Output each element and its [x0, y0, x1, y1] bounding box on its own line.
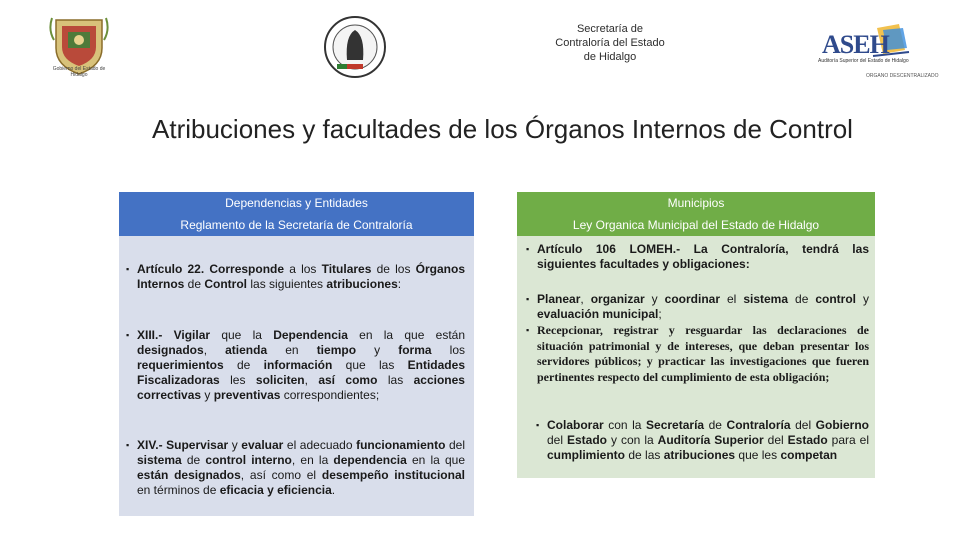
- secretaria-line-1: Secretaría de: [576, 23, 644, 35]
- text-run: de: [788, 292, 816, 306]
- text-run: con la: [603, 418, 647, 432]
- text-run: ,: [580, 292, 591, 306]
- bold-text-run: XIV.- Supervisar: [137, 438, 229, 452]
- bold-text-run: Contraloría: [726, 418, 791, 432]
- asei-brand-text: ASEH: [822, 30, 889, 59]
- bold-text-run: Colaborar: [547, 418, 604, 432]
- bold-text-run: desempeño institucional: [321, 468, 465, 482]
- bold-text-run: Gobierno: [815, 418, 870, 432]
- text-run: .: [331, 483, 336, 497]
- bold-text-run: dependencia: [333, 453, 407, 467]
- asei-tagline: ORGANO DESCENTRALIZADO: [866, 73, 939, 79]
- text-run: , en la: [291, 453, 334, 467]
- municipios-header-subtitle: Ley Organica Municipal del Estado de Hidalgo: [572, 218, 820, 232]
- bold-text-run: atribuciones: [326, 277, 398, 291]
- bold-text-run: cumplimiento: [547, 448, 626, 462]
- dependencias-header-title: Dependencias y Entidades: [225, 196, 368, 210]
- text-run: y con la: [607, 433, 658, 447]
- municipios-panel: [517, 192, 875, 478]
- congreso-seal-logo: [317, 14, 393, 80]
- bold-text-run: están designados: [137, 468, 241, 482]
- text-run: de: [704, 418, 727, 432]
- bold-text-run: requerimientos: [137, 358, 224, 372]
- bold-text-run: así como: [318, 373, 378, 387]
- bold-text-run: coordinar: [664, 292, 721, 306]
- bold-text-run: Auditoría Superior: [657, 433, 764, 447]
- text-run: en la que están: [347, 328, 465, 342]
- text-run: de las: [625, 448, 664, 462]
- hidalgo-logo-caption: Gobierno del Estado de Hidalgo: [52, 66, 106, 78]
- bold-text-run: control interno: [205, 453, 292, 467]
- bold-text-run: atienda: [225, 343, 268, 357]
- secretaria-logo-text: [548, 22, 672, 64]
- dependencias-header-subtitle: Reglamento de la Secretaría de Contraloría: [180, 218, 413, 232]
- text-run: de: [181, 453, 206, 467]
- text-run: y: [356, 343, 399, 357]
- bold-text-run: XIII.- Vigilar: [137, 328, 211, 342]
- text-run: los: [431, 343, 466, 357]
- text-run: y: [228, 438, 242, 452]
- bold-text-run: sistema: [137, 453, 182, 467]
- bold-text-run: Secretaría: [646, 418, 705, 432]
- bold-text-run: Artículo 106 LOMEH.- La Contraloría, tendrá las siguientes facultades y obligaciones:: [537, 242, 869, 271]
- text-run: para el: [827, 433, 870, 447]
- bold-text-run: control: [815, 292, 857, 306]
- list-item: [533, 418, 869, 463]
- dependencias-body: [119, 236, 474, 516]
- bold-text-run: atribuciones: [663, 448, 736, 462]
- secretaria-line-3: de Hidalgo: [583, 51, 637, 63]
- slide-title: Atribuciones y facultades de los Órganos Internos de Control: [152, 114, 853, 144]
- bold-text-run: evaluación municipal: [537, 307, 659, 321]
- bold-text-run: Control: [204, 277, 248, 291]
- bold-text-run: soliciten: [255, 373, 305, 387]
- text-run: y: [856, 292, 869, 306]
- text-run: del: [547, 433, 567, 447]
- text-run: correspondientes;: [280, 388, 380, 402]
- dependencias-panel: [119, 192, 474, 516]
- text-run: de: [223, 358, 264, 372]
- bold-text-run: Dependencia: [273, 328, 348, 342]
- bold-text-run: funcionamiento: [356, 438, 446, 452]
- bold-text-run: Artículo 22. Corresponde: [137, 262, 285, 276]
- asei-subtitle: Auditoría Superior del Estado de Hidalgo: [818, 58, 909, 64]
- bold-text-run: Entidades Fiscalizadoras: [137, 358, 465, 387]
- bold-text-run: designados: [137, 343, 204, 357]
- bold-text-run: acciones correctivas: [137, 373, 465, 402]
- text-run: de: [184, 277, 205, 291]
- bold-text-run: tiempo: [316, 343, 357, 357]
- text-run: del: [445, 438, 465, 452]
- secretaria-line-2: Contraloría del Estado: [555, 37, 665, 49]
- municipios-header: [517, 192, 875, 236]
- text-run: las: [377, 373, 414, 387]
- list-item: [123, 328, 465, 403]
- bold-text-run: preventivas: [213, 388, 281, 402]
- bold-text-run: organizar: [590, 292, 645, 306]
- bold-text-run: evaluar: [241, 438, 284, 452]
- text-run: que les: [735, 448, 781, 462]
- text-run: a los: [284, 262, 322, 276]
- bold-text-run: Estado: [567, 433, 608, 447]
- municipios-header-title: Municipios: [667, 196, 725, 210]
- municipios-body: [517, 236, 875, 478]
- bold-text-run: Recepcionar, registrar y resguardar las declaraciones de situación patrimonial y de intereses, que deban presentar los servidores públicos; y practicar las investigaciones que fueren pertinentes respecto del cumplimiento de esta obligación;: [537, 323, 869, 384]
- list-item: [523, 292, 869, 322]
- bold-text-run: Titulares: [321, 262, 372, 276]
- text-run: y: [644, 292, 665, 306]
- text-run: les: [219, 373, 256, 387]
- text-run: las siguientes: [247, 277, 327, 291]
- list-item: [123, 262, 465, 292]
- bold-text-run: Órganos Internos: [137, 262, 465, 291]
- text-run: del: [790, 418, 816, 432]
- text-run: el adecuado: [283, 438, 357, 452]
- text-run: y: [201, 388, 214, 402]
- bold-text-run: competan: [780, 448, 838, 462]
- text-run: en: [267, 343, 317, 357]
- text-run: en la que: [406, 453, 465, 467]
- text-run: , así como el: [240, 468, 322, 482]
- text-run: ;: [658, 307, 662, 321]
- text-run: :: [397, 277, 402, 291]
- text-run: de los: [371, 262, 416, 276]
- dependencias-header: [119, 192, 474, 236]
- bold-text-run: Estado: [787, 433, 828, 447]
- text-run: ,: [304, 373, 319, 387]
- list-item: [523, 242, 869, 272]
- text-run: que la: [210, 328, 274, 342]
- text-run: el: [720, 292, 744, 306]
- bold-text-run: sistema: [743, 292, 789, 306]
- text-run: del: [763, 433, 788, 447]
- bold-text-run: información: [263, 358, 333, 372]
- bold-text-run: eficacia y eficiencia: [219, 483, 332, 497]
- text-run: en términos de: [137, 483, 220, 497]
- bold-text-run: forma: [398, 343, 432, 357]
- bold-text-run: Planear: [537, 292, 581, 306]
- list-item: [523, 323, 869, 385]
- list-item: [123, 438, 465, 498]
- text-run: que las: [332, 358, 408, 372]
- text-run: ,: [203, 343, 226, 357]
